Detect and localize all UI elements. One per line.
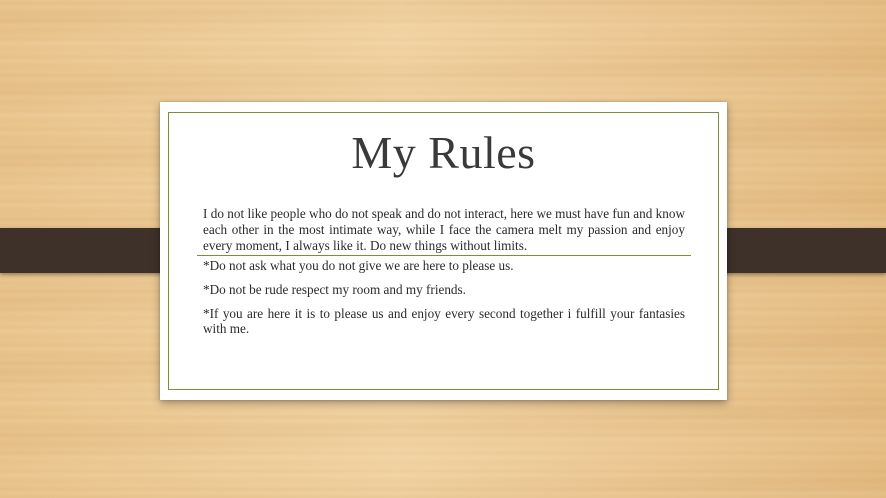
rules-list [203, 258, 685, 345]
rule-item: *Do not be rude respect my room and my friends. [203, 282, 466, 297]
rule-item: *If you are here it is to please us and enjoy every second together i fulfill your fantasies with me. [203, 306, 685, 336]
slide-title [160, 126, 727, 179]
left-strap [0, 228, 180, 273]
rule-item: *Do not ask what you do not give we are here to please us. [203, 258, 514, 273]
slide-title-text: My Rules [351, 127, 536, 178]
right-strap [707, 228, 886, 273]
divider-line [197, 255, 691, 256]
intro-paragraph: I do not like people who do not speak and do not interact, here we must have fun and know each other in the most intimate way, while I face the camera melt my passion and enjoy every moment, I always like it. Do new things without limits. [203, 206, 685, 253]
rules-card [160, 102, 727, 400]
